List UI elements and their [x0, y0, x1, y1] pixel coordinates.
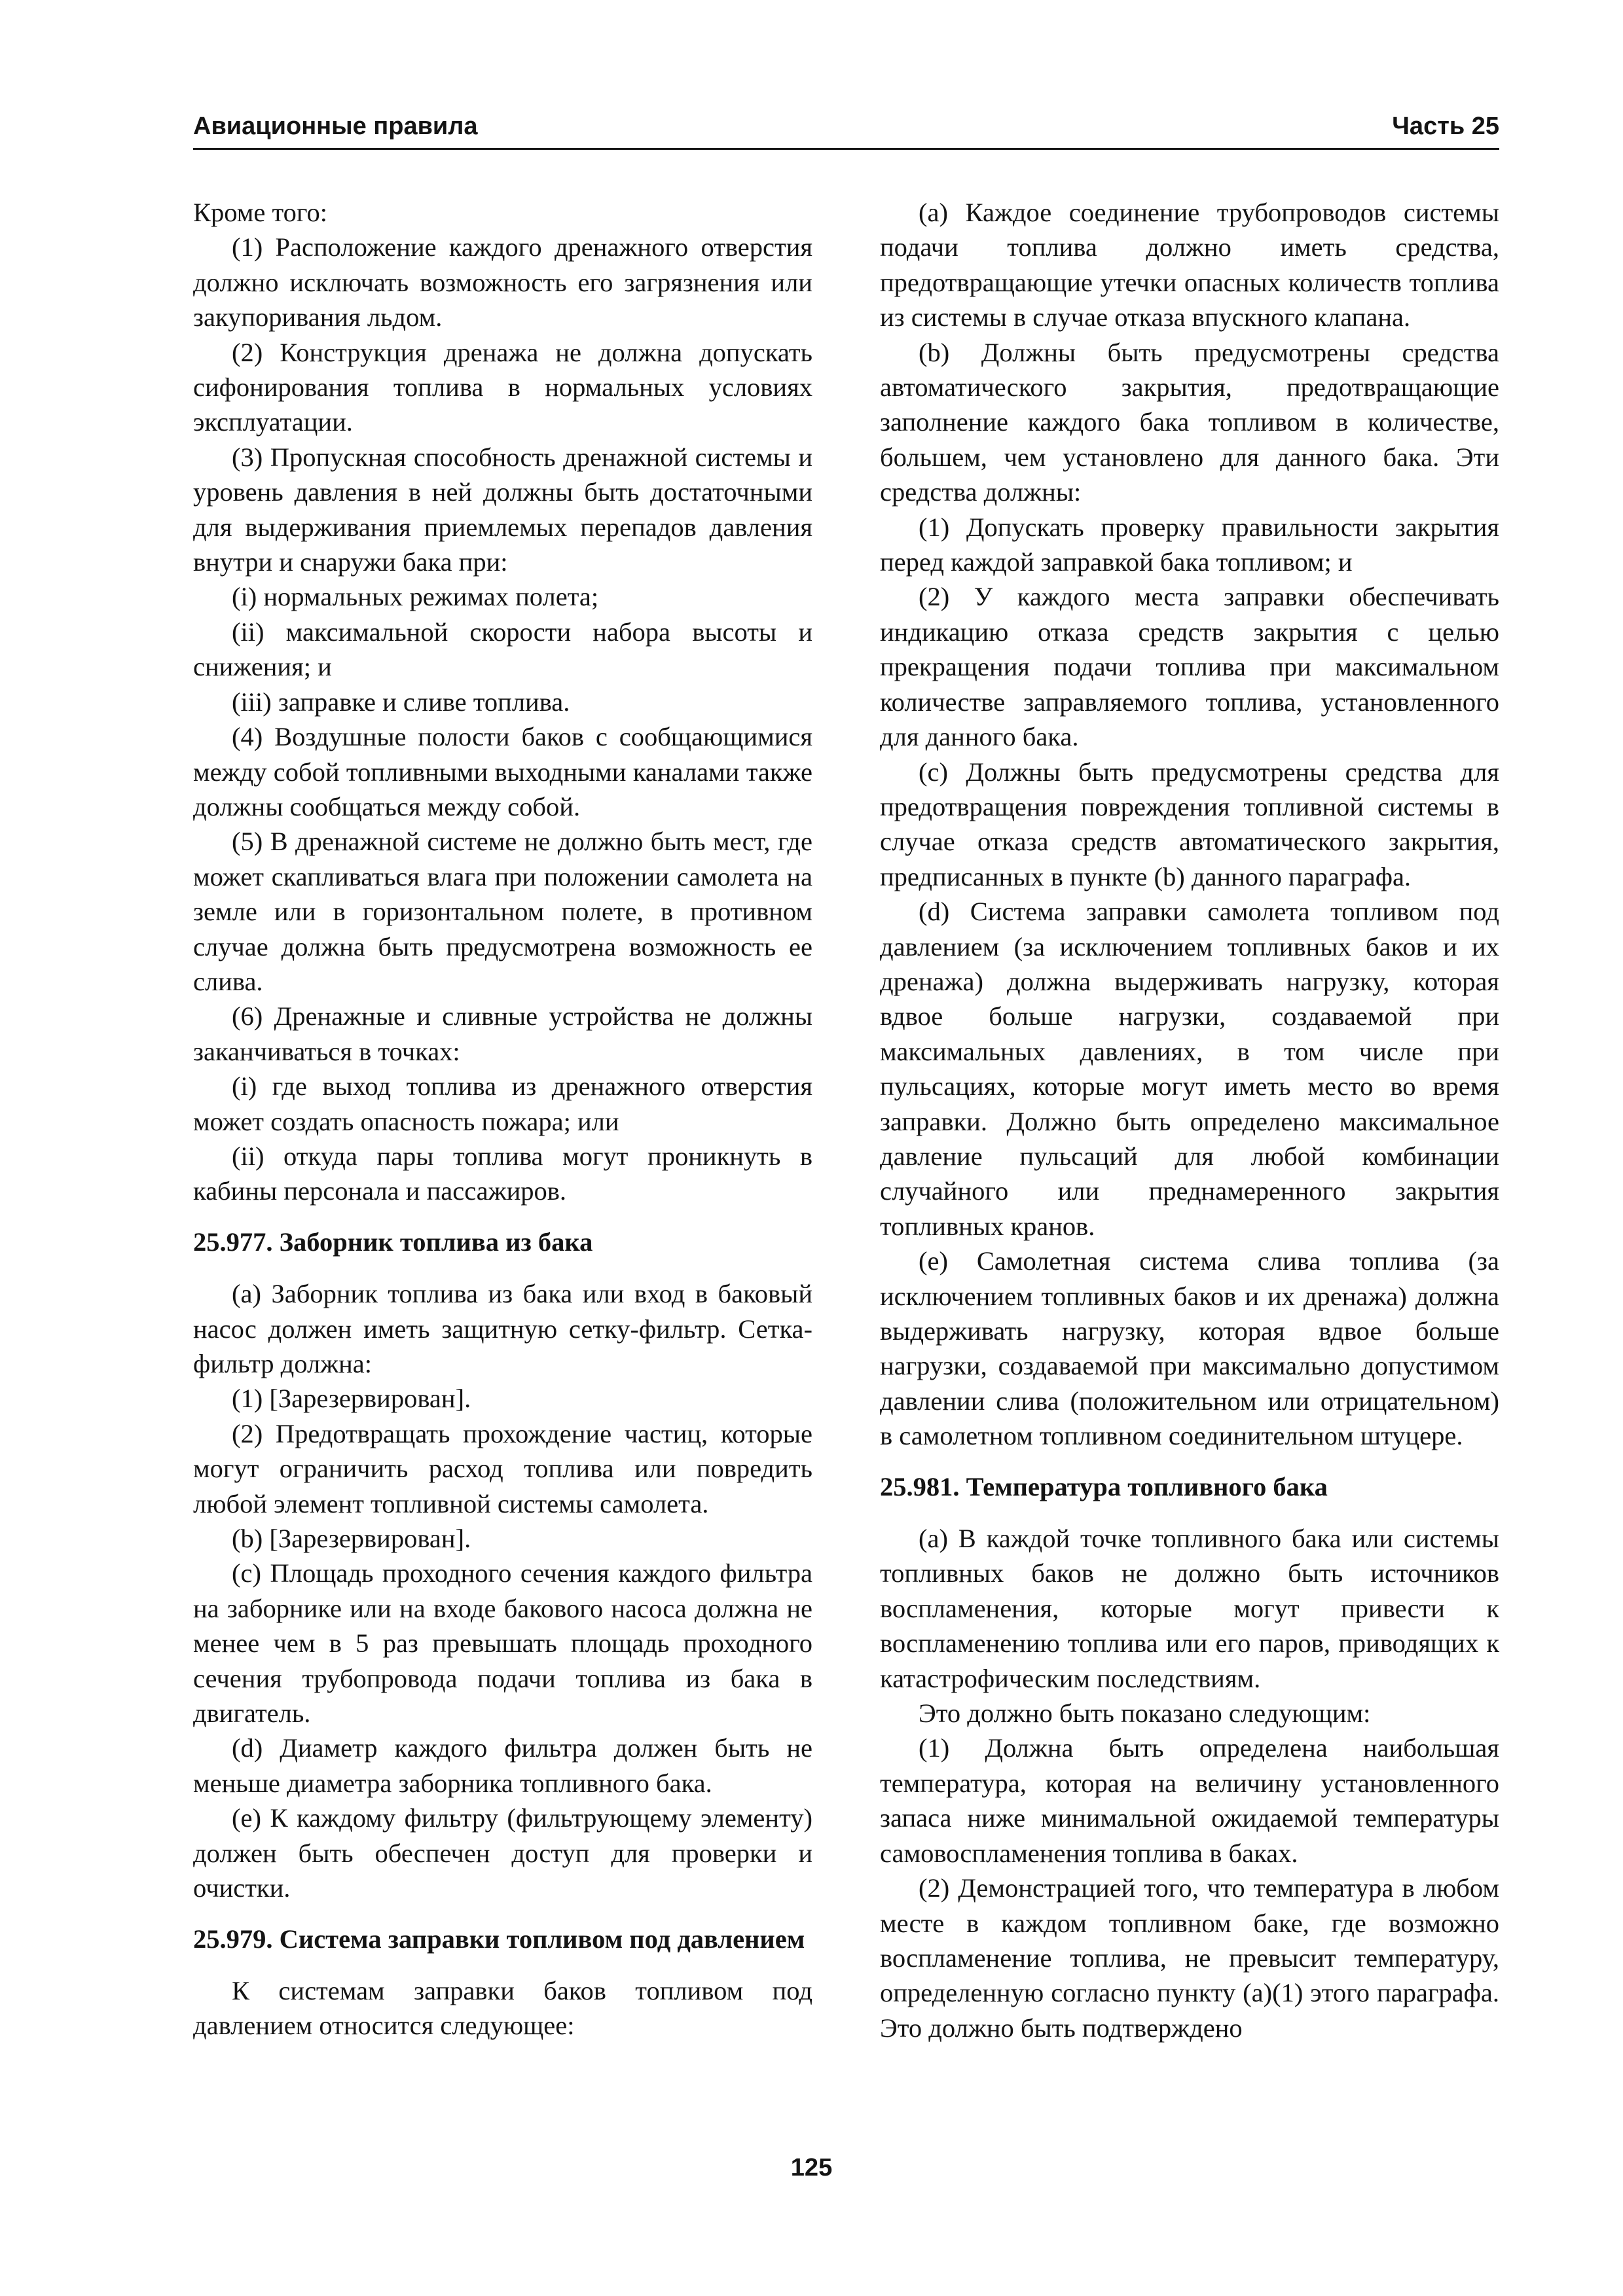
- paragraph: (i) где выход топлива из дренажного отверстия может создать опасность пожара; или: [193, 1071, 812, 1136]
- page-number: 125: [790, 2154, 833, 2181]
- paragraph: (1) Должна быть определена наибольшая температура, которая на величину установленного запаса ниже минимальной ожидаемой температуры самовоспламенения топлива в баках.: [880, 1733, 1499, 1868]
- paragraph: (ii) откуда пары топлива могут проникнуть в кабины персонала и пассажиров.: [193, 1141, 812, 1206]
- paragraph: (ii) максимальной скорости набора высоты и снижения; и: [193, 617, 812, 682]
- paragraph: (iii) заправке и сливе топлива.: [232, 687, 570, 717]
- section-heading-25-979: 25.979. Система заправки топливом под давлением: [193, 1924, 805, 1954]
- paragraph: (1) Допускать проверку правильности закрытия перед каждой заправкой бака топливом; и: [880, 512, 1499, 577]
- paragraph: (2) У каждого места заправки обеспечивать индикацию отказа средств закрытия с целью прекращения подачи топлива при максимальном количестве заправляемого топлива, установленного для данного бака.: [880, 582, 1499, 752]
- paragraph: (c) Должны быть предусмотрены средства для предотвращения повреждения топливной системы в случае отказа средств автоматического закрытия, предписанных в пункте (b) данного параграфа.: [880, 757, 1499, 891]
- paragraph: (a) Каждое соединение трубопроводов системы подачи топлива должно иметь средства, предотвращающие утечки опасных количеств топлива из системы в случае отказа впускного клапана.: [880, 198, 1499, 332]
- paragraph: (6) Дренажные и сливные устройства не должны заканчиваться в точках:: [193, 1001, 812, 1066]
- paragraph: (d) Диаметр каждого фильтра должен быть не меньше диаметра заборника топливного бака.: [193, 1733, 812, 1798]
- paragraph: (5) В дренажной системе не должно быть мест, где может скапливаться влага при положении самолета на земле или в горизонтальном полете, в противном случае должна быть предусмотрена возможность ее слива.: [193, 827, 812, 996]
- right-column: [880, 195, 1499, 2045]
- paragraph: Это должно быть показано следующим:: [919, 1698, 1371, 1729]
- paragraph: (2) Предотвращать прохождение частиц, которые могут ограничить расход топлива или повредить любой элемент топливной системы самолета.: [193, 1418, 812, 1518]
- paragraph: (b) Должны быть предусмотрены средства автоматического закрытия, предотвращающие заполнение каждого бака топливом в количестве, большем, чем установлено для данного бака. Эти средства должны:: [880, 337, 1499, 507]
- paragraph: (e) Самолетная система слива топлива (за исключением топливных баков и их дренажа) должна выдерживать нагрузку, которая вдвое больше нагрузки, создаваемой при максимально допустимом давлении слива (положительном или отрицательном) в самолетном топливном соединительном штуцере.: [880, 1246, 1499, 1451]
- paragraph: (2) Конструкция дренажа не должна допускать сифонирования топлива в нормальных условиях эксплуатации.: [193, 337, 812, 437]
- paragraph: (1) [Зарезервирован].: [232, 1384, 471, 1414]
- paragraph: (3) Пропускная способность дренажной системы и уровень давления в ней должны быть достаточными для выдерживания приемлемых перепадов давления внутри и снаружи бака при:: [193, 442, 812, 577]
- paragraph: Кроме того:: [193, 198, 327, 227]
- paragraph: (1) Расположение каждого дренажного отверстия должно исключать возможность его загрязнения или закупоривания льдом.: [193, 232, 812, 332]
- paragraph: (a) Заборник топлива из бака или вход в баковый насос должен иметь защитную сетку-фильтр. Сетка-фильтр должна:: [193, 1279, 812, 1378]
- running-header: [193, 110, 1499, 150]
- paragraph: К системам заправки баков топливом под давлением относится следующее:: [193, 1975, 812, 2041]
- paragraph: (d) Система заправки самолета топливом под давлением (за исключением топливных баков и их дренажа) должна выдерживать нагрузку, которая вдвое больше нагрузки, создаваемой при максимальных давлениях, в том числе при пульсациях, которые могут иметь место во время заправки. Должно быть определено максимальное давление пульсаций для любой комбинации случайного или преднамеренного закрытия топливных кранов.: [880, 897, 1499, 1241]
- header-part: Часть 25: [1392, 113, 1499, 140]
- header-title: Авиационные правила: [193, 113, 478, 140]
- paragraph: (i) нормальных режимах полета;: [232, 582, 599, 612]
- section-heading-25-977: 25.977. Заборник топлива из бака: [193, 1227, 593, 1257]
- section-heading-25-981: 25.981. Температура топливного бака: [880, 1471, 1328, 1501]
- paragraph: (e) К каждому фильтру (фильтрующему элементу) должен быть обеспечен доступ для проверки и очистки.: [193, 1803, 812, 1903]
- paragraph: (a) В каждой точке топливного бака или системы топливных баков не должно быть источников воспламенения, которые могут привести к воспламенению топлива или его паров, приводящих к катастрофическим последствиям.: [880, 1524, 1499, 1693]
- paragraph: (4) Воздушные полости баков с сообщающимися между собой топливными выходными каналами также должны сообщаться между собой.: [193, 722, 812, 821]
- paragraph: (b) [Зарезервирован].: [232, 1524, 471, 1554]
- paragraph: (2) Демонстрацией того, что температура в любом месте в каждом топливном баке, где возможно воспламенение топлива, не превысит температуру, определенную согласно пункту (a)(1) этого параграфа. Это должно быть подтверждено: [880, 1873, 1499, 2043]
- paragraph: (c) Площадь проходного сечения каждого фильтра на заборнике или на входе бакового насоса должна не менее чем в 5 раз превышать площадь проходного сечения трубопровода подачи топлива из бака в двигатель.: [193, 1558, 812, 1729]
- left-column: [193, 195, 812, 2043]
